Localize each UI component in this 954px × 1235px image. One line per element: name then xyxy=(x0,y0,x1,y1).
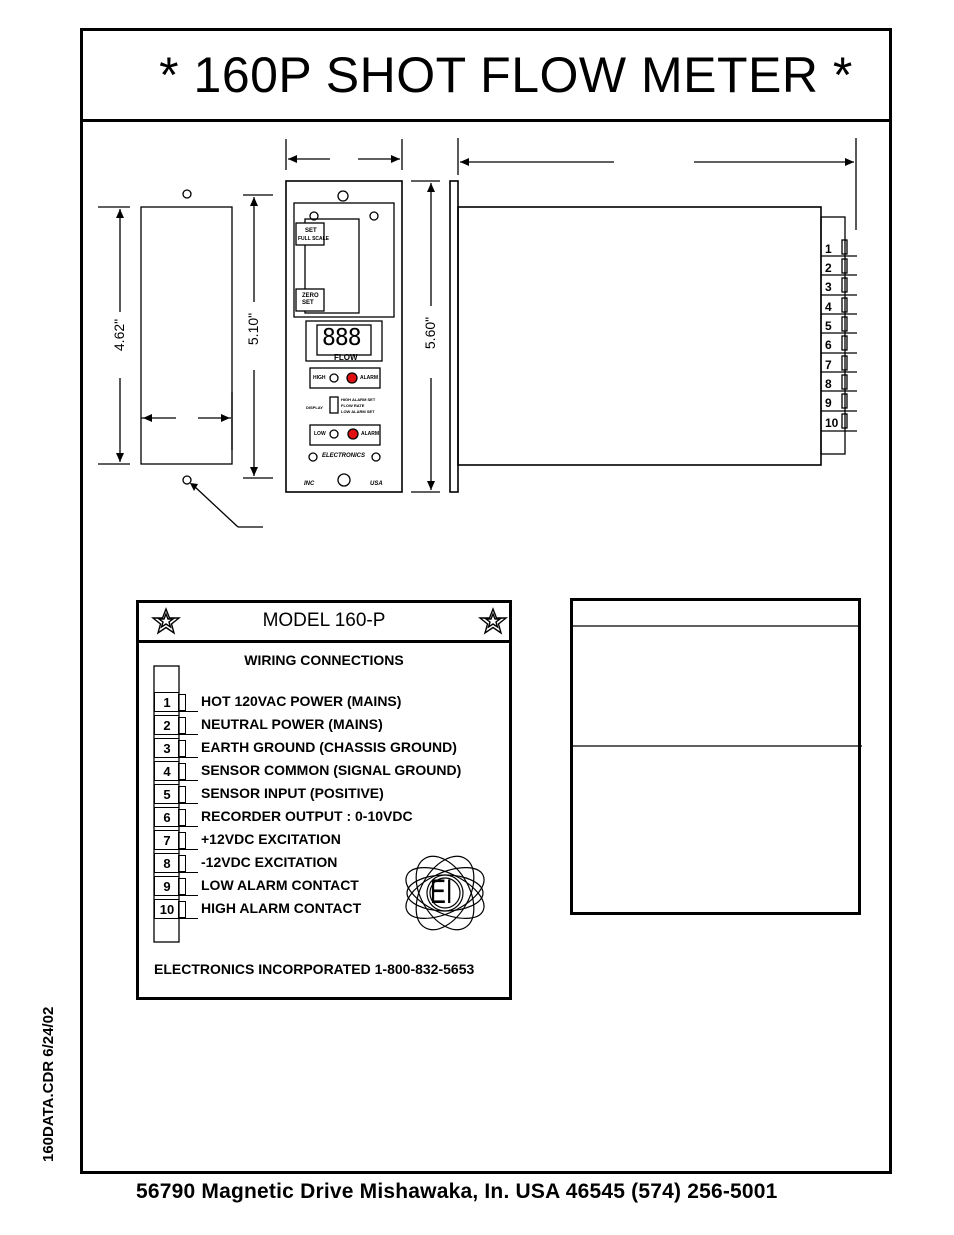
panel-screw xyxy=(370,212,378,220)
wiring-text: -12VDC EXCITATION xyxy=(201,854,338,870)
switch-option-flow: FLOW RATE xyxy=(341,403,365,408)
wiring-row xyxy=(154,830,484,850)
switch-option-low: LOW ALARM SET xyxy=(341,409,375,414)
wire-line xyxy=(154,895,198,896)
terminal-number: 4 xyxy=(825,300,832,314)
wiring-row xyxy=(154,738,484,758)
wire-line xyxy=(154,872,198,873)
electronics-label: ELECTRONICS xyxy=(322,453,366,459)
terminal-number: 9 xyxy=(825,396,832,410)
wiring-row xyxy=(154,715,484,735)
mounting-hole xyxy=(183,476,191,484)
side-housing xyxy=(458,207,821,465)
wiring-number: 10 xyxy=(154,899,179,919)
pin xyxy=(178,809,186,826)
panel-screw xyxy=(372,453,380,461)
display-switch-label: DISPLAY xyxy=(306,405,323,410)
wiring-text: SENSOR INPUT (POSITIVE) xyxy=(201,785,384,801)
pin xyxy=(178,878,186,895)
page-title: * 160P SHOT FLOW METER * xyxy=(159,47,853,103)
zero-label: ZERO xyxy=(302,293,319,299)
wiring-text: LOW ALARM CONTACT xyxy=(201,877,359,893)
wiring-text: NEUTRAL POWER (MAINS) xyxy=(201,716,383,732)
file-reference-text: 160DATA.CDR 6/24/02 xyxy=(40,1006,57,1162)
wiring-row xyxy=(154,692,484,712)
wire-line xyxy=(154,849,198,850)
wiring-number: 9 xyxy=(154,876,179,896)
terminal-number: 10 xyxy=(825,416,839,430)
pin xyxy=(178,855,186,872)
wiring-row xyxy=(154,761,484,781)
high-label: HIGH xyxy=(313,375,326,381)
terminal-number: 5 xyxy=(825,319,832,333)
wiring-row xyxy=(154,784,484,804)
wiring-row xyxy=(154,853,484,873)
wiring-number: 6 xyxy=(154,807,179,827)
wiring-number: 5 xyxy=(154,784,179,804)
low-alarm-label: ALARM xyxy=(361,431,380,437)
flow-label: FLOW xyxy=(334,353,358,362)
terminal-number: 6 xyxy=(825,338,832,352)
wiring-text: HOT 120VAC POWER (MAINS) xyxy=(201,693,402,709)
pin xyxy=(178,694,186,711)
panel-screw xyxy=(309,453,317,461)
panel-cutout xyxy=(141,207,232,464)
wire-line xyxy=(154,734,198,735)
pin xyxy=(178,763,186,780)
full-scale-label: FULL SCALE xyxy=(298,236,330,242)
display-switch xyxy=(330,397,338,413)
file-reference xyxy=(40,965,80,1165)
high-adjust-knob xyxy=(330,374,338,382)
usa-label: USA xyxy=(370,481,383,487)
wire-line xyxy=(154,918,198,919)
low-adjust-knob xyxy=(330,430,338,438)
high-alarm-led xyxy=(347,373,357,383)
pin xyxy=(178,901,186,918)
pin xyxy=(178,832,186,849)
dim-bezel-height: 5.10" xyxy=(245,312,262,346)
terminal-number: 3 xyxy=(825,280,832,294)
wiring-number: 4 xyxy=(154,761,179,781)
set-label: SET xyxy=(305,228,317,234)
wiring-number: 3 xyxy=(154,738,179,758)
wiring-text: SENSOR COMMON (SIGNAL GROUND) xyxy=(201,762,462,778)
pin xyxy=(178,786,186,803)
pin xyxy=(178,740,186,757)
wiring-row xyxy=(154,807,484,827)
pin xyxy=(178,717,186,734)
mounting-hole xyxy=(183,190,191,198)
spec-box xyxy=(570,598,861,915)
terminal-number: 8 xyxy=(825,377,832,391)
wiring-number: 7 xyxy=(154,830,179,850)
terminal-number: 2 xyxy=(825,261,832,275)
flow-display: 888 xyxy=(322,325,361,351)
wiring-text: +12VDC EXCITATION xyxy=(201,831,341,847)
panel-screw xyxy=(338,474,350,486)
company-contact: ELECTRONICS INCORPORATED 1-800-832-5653 xyxy=(154,961,475,977)
inc-label: INC xyxy=(304,481,315,487)
ei-logo-text: EI xyxy=(430,873,453,911)
wire-line xyxy=(154,757,198,758)
model-title: MODEL 160-P xyxy=(262,610,386,631)
wiring-title: WIRING CONNECTIONS xyxy=(244,652,404,668)
wire-line xyxy=(154,711,198,712)
high-alarm-label: ALARM xyxy=(360,375,379,381)
footer-address: 56790 Magnetic Drive Mishawaka, In. USA 46545 (574) 256-5001 xyxy=(136,1180,778,1203)
wiring-text: HIGH ALARM CONTACT xyxy=(201,900,362,916)
terminal-number: 1 xyxy=(825,242,832,256)
low-label: LOW xyxy=(314,431,326,437)
zero-set-label: SET xyxy=(302,300,314,306)
wire-line xyxy=(154,780,198,781)
wiring-number: 8 xyxy=(154,853,179,873)
leader-line xyxy=(194,486,238,527)
wiring-number: 2 xyxy=(154,715,179,735)
wiring-number: 1 xyxy=(154,692,179,712)
wiring-text: EARTH GROUND (CHASSIS GROUND) xyxy=(201,739,457,755)
switch-option-high: HIGH ALARM SET xyxy=(341,397,376,402)
wire-line xyxy=(154,803,198,804)
dim-front-height: 5.60" xyxy=(422,316,439,350)
arrowheads xyxy=(116,155,854,491)
wire-line xyxy=(154,826,198,827)
terminal-number: 7 xyxy=(825,358,832,372)
side-bezel xyxy=(450,181,458,492)
wiring-text: RECORDER OUTPUT : 0-10VDC xyxy=(201,808,413,824)
low-alarm-led xyxy=(348,429,358,439)
dim-panel-cutout-height: 4.62" xyxy=(111,318,128,352)
panel-screw xyxy=(338,191,348,201)
